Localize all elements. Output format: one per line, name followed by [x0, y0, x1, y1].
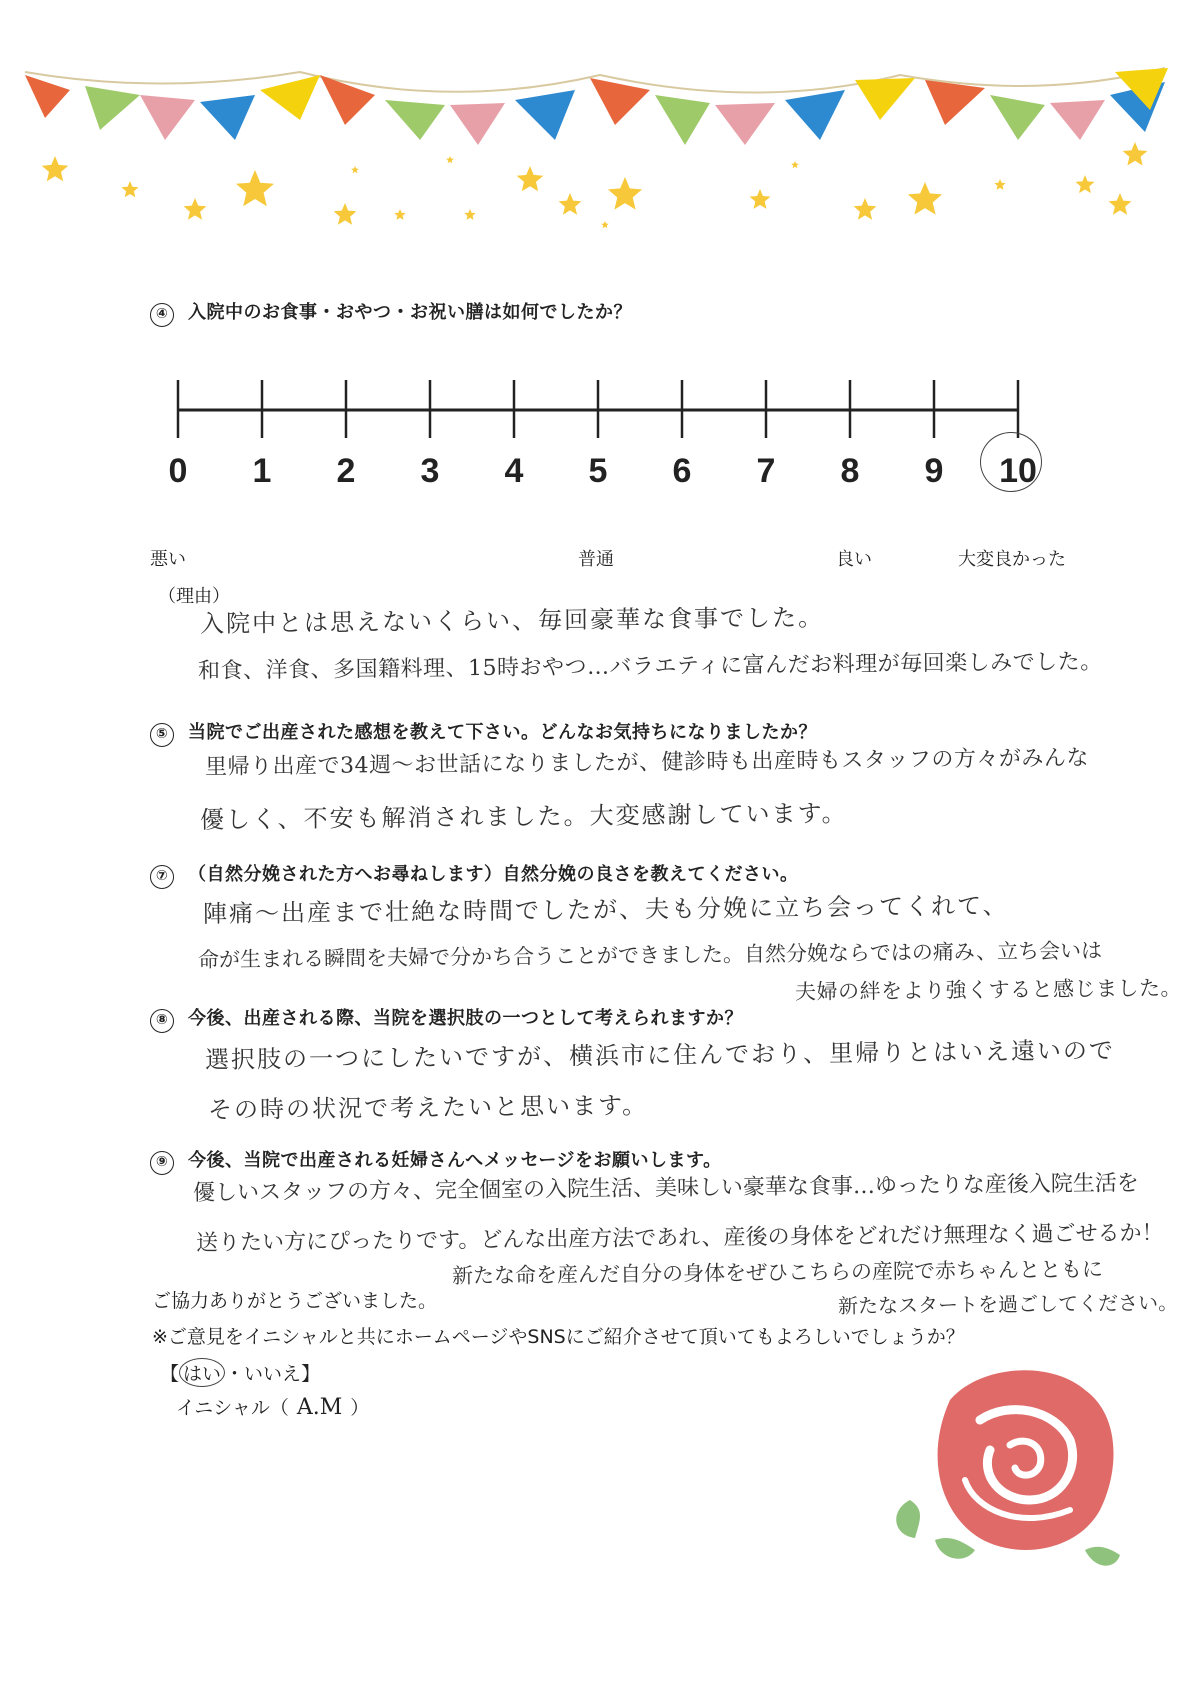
q9-answer-line-3: 新たな命を産んだ自分の身体をぜひこちらの産院で赤ちゃんとともに [451, 1257, 1104, 1288]
q7-answer-line-1: 陣痛〜出産まで壮絶な時間でしたが、夫も分娩に立ち会ってくれて、 [202, 891, 1009, 928]
bunting-flag [590, 78, 650, 125]
option-no[interactable]: いいえ [244, 1363, 302, 1385]
question-8 [150, 1004, 743, 1033]
question-number: ⑦ [150, 865, 174, 889]
scale-number[interactable]: 9 [924, 452, 944, 490]
scale-number[interactable]: 6 [672, 452, 692, 490]
bracket-close: 】 [301, 1363, 321, 1385]
star-icon [334, 203, 357, 225]
star-icon [559, 193, 582, 215]
scale-number[interactable]: 3 [420, 452, 440, 490]
question-text: （自然分娩された方へお尋ねします）自然分娩の良さを教えてください。 [188, 864, 799, 885]
label-very-good: 大変良かった [958, 549, 1066, 570]
star-icon [394, 209, 405, 220]
reason-label: （理由） [158, 586, 230, 607]
star-icon [791, 161, 799, 168]
question-text: 当院でご出産された感想を教えて下さい。どんなお気持ちになりましたか？ [188, 722, 817, 743]
star-icon [908, 182, 942, 215]
q4-answer-line-2: 和食、洋食、多国籍料理、15時おやつ…バラエティに富んだお料理が毎回楽しみでした。 [197, 649, 1103, 684]
bunting-flag [655, 95, 710, 145]
scale-number[interactable]: 8 [840, 452, 860, 490]
star-icon [121, 181, 138, 197]
initial-row [176, 1393, 369, 1420]
consent-question: ※ご意見をイニシャルと共にホームページやSNSにご紹介させて頂いてもよろしいでしょうか？ [152, 1326, 965, 1348]
star-icon [994, 179, 1005, 190]
rose-illustration [880, 1360, 1140, 1590]
bunting-flag [385, 100, 445, 140]
scale-number[interactable]: 5 [588, 452, 608, 490]
consent-options [160, 1358, 320, 1387]
bunting-flag [990, 95, 1045, 140]
bunting-flag [785, 90, 845, 140]
scale-number[interactable]: 2 [336, 452, 356, 490]
initial-close: ） [350, 1397, 370, 1419]
star-icon [750, 189, 771, 209]
label-normal: 普通 [578, 549, 614, 570]
bracket-open: 【 [160, 1363, 180, 1385]
selected-rating-circle [980, 432, 1042, 492]
bunting-flag [925, 80, 985, 125]
option-yes[interactable]: はい [179, 1358, 225, 1387]
question-7 [150, 860, 799, 889]
star-icon [1123, 142, 1148, 166]
bunting-banner [0, 0, 1191, 250]
bunting-flag [260, 75, 320, 120]
initial-label: イニシャル（ [176, 1397, 289, 1419]
scale-number[interactable]: 10 [999, 452, 1037, 490]
q5-answer-line-2: 優しく、不安も解消されました。大変感謝しています。 [199, 799, 848, 834]
q9-answer-line-2: 送りたい方にぴったりです。どんな出産方法であれ、産後の身体をどれだけ無理なく過ごせるか！ [195, 1220, 1164, 1256]
option-separator: ・ [225, 1363, 245, 1385]
scale-number[interactable]: 7 [756, 452, 776, 490]
scale-number[interactable]: 1 [252, 452, 272, 490]
q8-answer-line-2: その時の状況で考えたいと思います。 [207, 1091, 649, 1124]
question-text: 今後、当院で出産される妊婦さんへメッセージをお願いします。 [188, 1150, 722, 1171]
q9-answer-line-4: 新たなスタートを過ごしてください。 [837, 1290, 1179, 1318]
bunting-flag [515, 90, 575, 140]
question-number: ④ [150, 303, 174, 327]
bunting-flag [25, 75, 70, 118]
scale-number[interactable]: 0 [168, 452, 188, 490]
question-text: 今後、出産される際、当院を選択肢の一つとして考えられますか？ [188, 1008, 743, 1029]
star-icon [464, 209, 475, 220]
star-icon [184, 198, 207, 220]
bunting-flag [855, 78, 915, 120]
star-icon [1109, 193, 1132, 215]
bunting-flag [200, 95, 255, 140]
star-icon [351, 166, 359, 173]
q4-answer-line-1: 入院中とは思えないくらい、毎回豪華な食事でした。 [199, 603, 825, 638]
question-4 [150, 298, 632, 327]
question-5 [150, 718, 817, 747]
bunting-flag [85, 86, 140, 130]
q8-answer-line-1: 選択肢の一つにしたいですが、横浜市に住んでおり、里帰りとはいえ遠いので [204, 1036, 1116, 1074]
star-icon [601, 221, 609, 228]
q7-answer-line-2: 命が生まれる瞬間を夫婦で分かち合うことができました。自然分娩ならではの痛み、立ち会いは [197, 938, 1103, 972]
star-icon [608, 177, 642, 210]
q5-answer-line-1: 里帰り出産で34週〜お世話になりましたが、健診時も出産時もスタッフの方々がみんな [204, 745, 1090, 780]
bunting-flag [140, 95, 195, 140]
bunting-flag [715, 103, 775, 145]
star-icon [854, 198, 877, 220]
question-text: 入院中のお食事・おやつ・お祝い膳は如何でしたか？ [188, 302, 632, 323]
star-icon [42, 156, 69, 181]
star-icon [517, 166, 544, 191]
question-number: ⑧ [150, 1009, 174, 1033]
question-number: ⑤ [150, 723, 174, 747]
rose-flower [938, 1370, 1114, 1550]
star-icon [1076, 175, 1095, 193]
q7-answer-line-3: 夫婦の絆をより強くすると感じました。 [794, 975, 1183, 1004]
initial-value: A.M [296, 1395, 343, 1420]
q9-answer-line-1: 優しいスタッフの方々、完全個室の入院生活、美味しい豪華な食事…ゆったりな産後入院生活を [192, 1171, 1139, 1206]
star-icon [446, 156, 454, 163]
scale-number[interactable]: 4 [504, 452, 524, 490]
question-number: ⑨ [150, 1151, 174, 1175]
bunting-flag [450, 103, 505, 145]
label-good: 良い [836, 549, 872, 570]
label-bad: 悪い [150, 549, 186, 570]
bunting-flag [1050, 100, 1105, 140]
thanks-text: ご協力ありがとうございました。 [152, 1290, 438, 1312]
star-icon [236, 170, 274, 206]
